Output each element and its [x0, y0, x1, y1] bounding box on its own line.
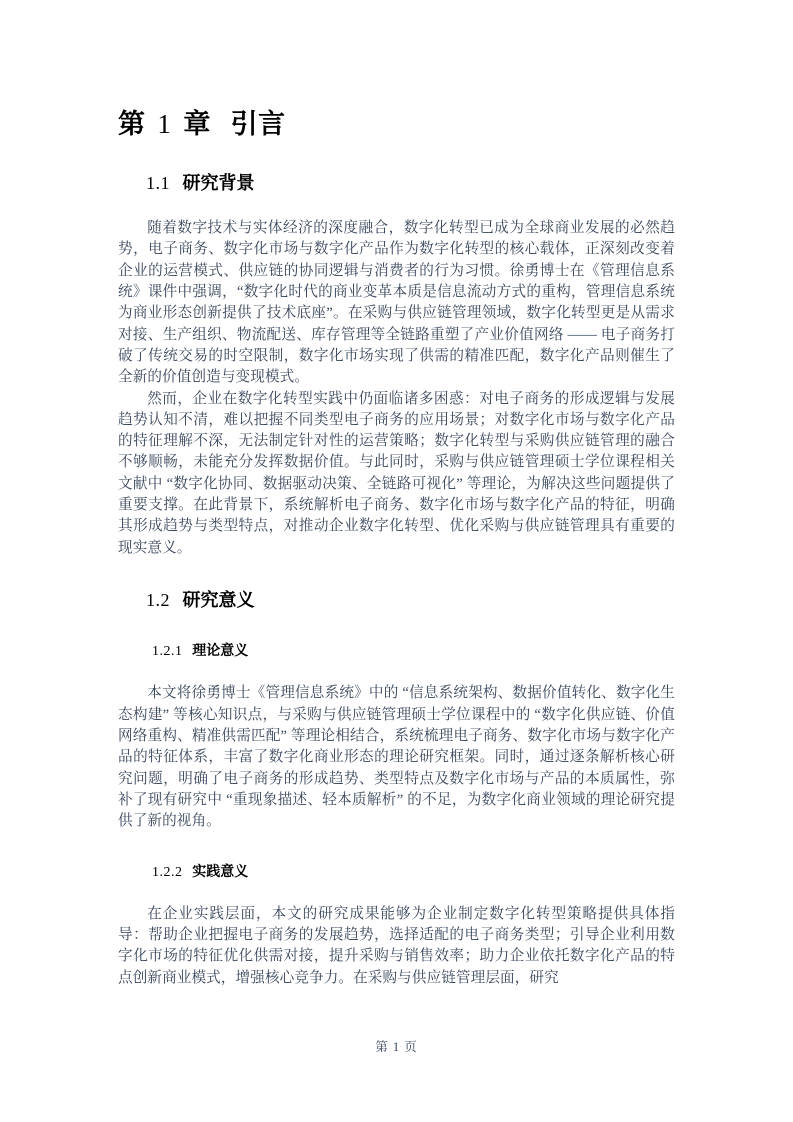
chapter-number: 1: [157, 109, 172, 139]
section-number-1-2: 1.2: [146, 589, 170, 610]
subsection-heading-1-2-2: [118, 833, 675, 882]
subsection-number-1-2-1: 1.2.1: [152, 644, 183, 660]
page-number-label: 第 1 页: [375, 1040, 418, 1054]
subsection-heading-1-2-1: [118, 612, 675, 661]
page-content: [118, 0, 675, 989]
subsection-number-1-2-2: 1.2.2: [152, 864, 183, 880]
chapter-unit: 章: [183, 109, 211, 140]
chapter-name: 引言: [230, 109, 286, 140]
subsection-title-1-2-2: 实践意义: [192, 863, 249, 880]
subsection-title-1-2-1: 理论意义: [192, 643, 249, 660]
paragraph-1-2-1-1: 本文将徐勇博士《管理信息系统》中的 “信息系统架构、数据价值转化、数字化生态构建” 等核心知识点，与采购与供应链管理硕士学位课程中的 “数字化供应链、价值网络重构、精准供需匹配” 等理论相结合，系统梳理电子商务、数字化市场与数字化产品的特征体系，丰富了数字化商业形态的理论研究框架。同时，通过逐条解析核心研究问题，明确了电子商务的形成趋势、类型特点及数字化市场与产品的本质属性，弥补了现有研究中 “重现象描述、轻本质解析” 的不足，为数字化商业领域的理论研究提供了新的视角。: [118, 685, 675, 830]
section-title-1-1: 研究背景: [182, 172, 255, 194]
paragraph-1-2-2-1: 在企业实践层面，本文的研究成果能够为企业制定数字化转型策略提供具体指导：帮助企业把握电子商务的发展趋势，选择适配的电子商务类型；引导企业利用数字化市场的特征优化供需对接，提升采购与销售效率；助力企业依托数字化产品的特点创新商业模式，增强核心竞争力。在采购与供应链管理层面，研究: [118, 905, 675, 986]
paragraph-1-1-1: 随着数字技术与实体经济的深度融合，数字化转型已成为全球商业发展的必然趋势，电子商务、数字化市场与数字化产品作为数字化转型的核心载体，正深刻改变着企业的运营模式、供应链的协同逻辑与消费者的行为习惯。徐勇博士在《管理信息系统》课件中强调，“数字化时代的商业变革本质是信息流动方式的重构，管理信息系统为商业形态创新提供了技术底座”。在采购与供应链管理领域，数字化转型更是从需求对接、生产组织、物流配送、库存管理等全链路重塑了产业价值网络 —— 电子商务打破了传统交易的时空限制，数字化市场实现了供需的精准匹配，数字化产品则催生了全新的价值创造与变现模式。: [118, 220, 675, 386]
section-heading-1-2: [118, 559, 675, 612]
section-heading-1-1: [118, 142, 675, 195]
paragraph-1-1-2: 然而，企业在数字化转型实践中仍面临诸多困惑：对电子商务的形成逻辑与发展趋势认知不清，难以把握不同类型电子商务的应用场景；对数字化市场与数字化产品的特征理解不深，无法制定针对性的运营策略；数字化转型与采购供应链管理的融合不够顺畅，未能充分发挥数据价值。与此同时，采购与供应链管理硕士学位课程相关文献中 “数字化协同、数据驱动决策、全链路可视化” 等理论，为解决这些问题提供了重要支撑。在此背景下，系统解析电子商务、数字化市场与数字化产品的特征，明确其形成趋势与类型特点，对推动企业数字化转型、优化采购与供应链管理具有重要的现实意义。: [118, 390, 675, 556]
section-number-1-1: 1.1: [146, 172, 170, 193]
section-title-1-2: 研究意义: [182, 589, 255, 611]
page-footer: [0, 1037, 793, 1055]
chapter-prefix: 第: [118, 109, 146, 140]
chapter-title: [118, 0, 675, 142]
